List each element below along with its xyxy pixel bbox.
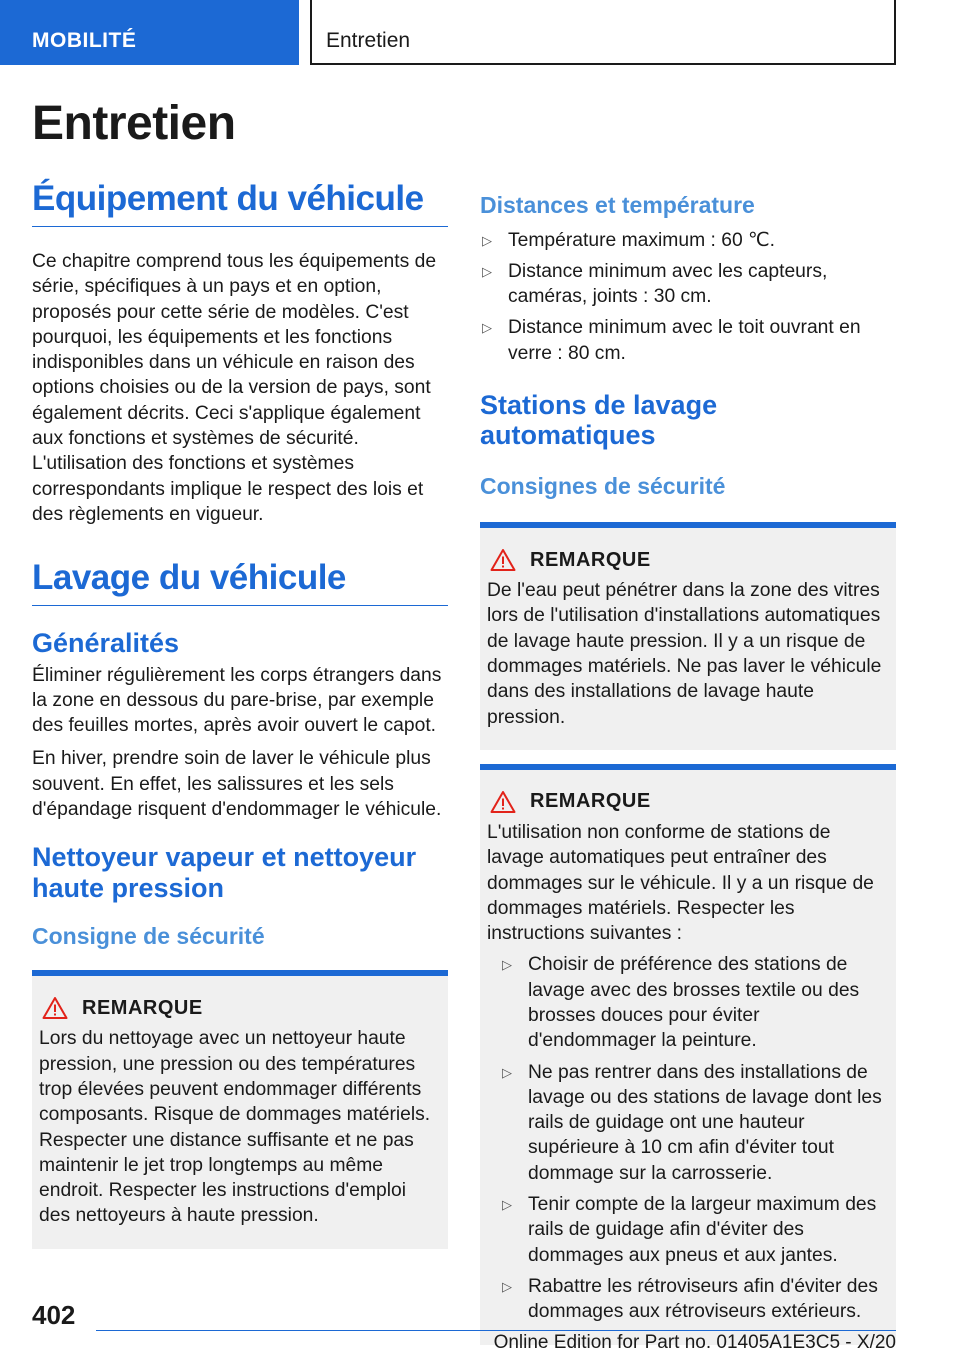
list-item: ▷ Ne pas rentrer dans des installations de lavage ou des stations de lavage dont les rails de guidage ont une hauteur supérieure à 10 cm afin d'éviter tout dommage sur la carrosserie. bbox=[502, 1061, 882, 1184]
right-column bbox=[480, 192, 896, 1345]
paragraph-general-2: En hiver, prendre soin de laver le véhicule plus souvent. En effet, les salissures et les sels d'épandage risquent d'endommager le véhicule. bbox=[32, 748, 442, 820]
warning-note-header bbox=[487, 790, 889, 814]
section-header bbox=[310, 0, 896, 65]
page-number: 402 bbox=[32, 1300, 76, 1330]
heading-equipment: Équipement du véhicule bbox=[32, 178, 448, 227]
paragraph-equipment: Ce chapitre comprend tous les équipements de série, spécifiques à un pays et en option, proposés pour cette série de modèles. C'est pourquoi, les équipements et les fonctions indisponibles dans un véhicule en raison des options choisies ou de la version de pays, sont également décrits. Ceci s'applique également aux fonctions et systèmes de sécurité. L'utilisation des fonctions et systèmes correspondants implique le respect des lois et des règlements en vigueur. bbox=[32, 251, 437, 525]
bullet-triangle-icon: ▷ bbox=[502, 1197, 512, 1213]
footer-divider bbox=[96, 1330, 896, 1331]
list-item: ▷ Tenir compte de la largeur maximum des rails de guidage afin d'éviter des dommages aux pneus et aux jantes. bbox=[502, 1194, 877, 1266]
warning-note-title: REMARQUE bbox=[530, 790, 651, 813]
heading-steam-cleaner: Nettoyeur vapeur et nettoyeur haute pression bbox=[32, 842, 417, 903]
bullet-triangle-icon: ▷ bbox=[482, 320, 492, 336]
chapter-tab bbox=[0, 0, 299, 65]
bullet-triangle-icon: ▷ bbox=[502, 957, 512, 973]
warning-note-2 bbox=[480, 764, 896, 1345]
warning-note-header bbox=[487, 548, 889, 572]
heading-safety-notice: Consigne de sécurité bbox=[32, 922, 265, 949]
warning-note-text: De l'eau peut pénétrer dans la zone des vitres lors de l'utilisation d'installations automatiques de lavage haute pression. Il y a un risque de dommages matériels. Ne pas laver le véhicule dans des installations de lavage haute pression. bbox=[487, 580, 882, 728]
bullet-triangle-icon: ▷ bbox=[482, 232, 492, 248]
car-wash-instructions-list bbox=[500, 952, 889, 1324]
distances-list bbox=[480, 228, 896, 366]
warning-note bbox=[32, 970, 448, 1248]
bullet-triangle-icon: ▷ bbox=[502, 1064, 512, 1080]
bullet-triangle-icon: ▷ bbox=[482, 263, 492, 279]
heading-distances: Distances et température bbox=[480, 192, 755, 218]
left-column bbox=[32, 178, 448, 1249]
bullet-triangle-icon: ▷ bbox=[502, 1278, 512, 1294]
footer-edition-text: Online Edition for Part no. 01405A1E3C5 - X/20 bbox=[493, 1332, 896, 1353]
warning-note-title: REMARQUE bbox=[82, 996, 203, 1019]
list-item: ▷ Température maximum : 60 ℃. bbox=[480, 228, 896, 253]
list-item: ▷ Distance minimum avec le toit ouvrant en verre : 80 cm. bbox=[482, 317, 861, 364]
chapter-tab-label: MOBILITÉ bbox=[32, 29, 137, 52]
section-header-label: Entretien bbox=[326, 29, 411, 52]
list-item: ▷ Distance minimum avec les capteurs, caméras, joints : 30 cm. bbox=[482, 260, 828, 308]
page-title: Entretien bbox=[32, 97, 236, 150]
warning-triangle-icon bbox=[490, 790, 516, 814]
heading-general: Généralités bbox=[32, 628, 180, 659]
list-item: ▷ Rabattre les rétroviseurs afin d'éviter des dommages aux rétroviseurs extérieurs. bbox=[502, 1275, 878, 1323]
warning-note-title: REMARQUE bbox=[530, 548, 651, 571]
paragraph-general-1: Éliminer régulièrement les corps étrangers dans la zone en dessous du pare-brise, par exemple des feuilles mortes, après avoir ouvert le capot. bbox=[32, 664, 442, 737]
list-item: ▷ Choisir de préférence des stations de lavage avec des brosses textile ou des brosses douces pour éviter d'endommager la peinture. bbox=[502, 954, 860, 1052]
warning-note-text: Lors du nettoyage avec un nettoyeur haute pression, une pression ou des températures trop élevées peuvent endommager différents composants. Risque de dommages matériels. Respecter une distance suffisante et ne pas maintenir le jet trop longtemps au même endroit. Respecter les instructions d'emploi des nettoyeurs à haute pression. bbox=[39, 1028, 431, 1227]
warning-note-header bbox=[39, 996, 441, 1020]
warning-note-text: L'utilisation non conforme de stations de lavage automatiques peut entraîner des dommages sur le véhicule. Il y a un risque de dommages matériels. Respecter les instructions suivantes : bbox=[487, 821, 874, 945]
heading-safety-notices: Consignes de sécurité bbox=[480, 472, 726, 499]
warning-triangle-icon bbox=[490, 548, 516, 572]
warning-note-1 bbox=[480, 522, 896, 750]
heading-car-wash-stations: Stations de lavage automatiques bbox=[480, 390, 718, 451]
heading-washing: Lavage du véhicule bbox=[32, 557, 448, 606]
warning-triangle-icon bbox=[42, 996, 68, 1020]
